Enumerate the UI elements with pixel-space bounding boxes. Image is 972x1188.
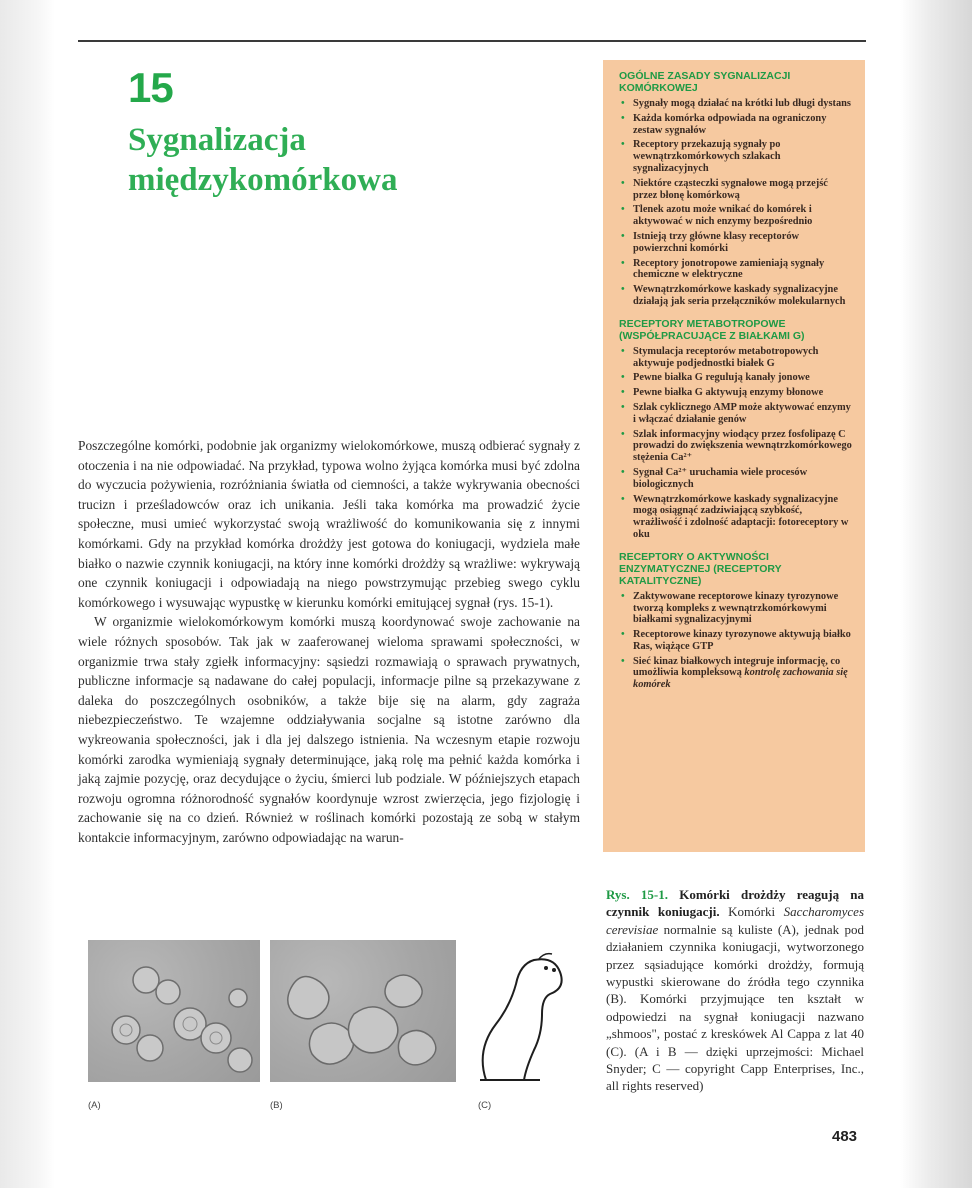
chapter-outline-sidebar [603,60,865,852]
yeast-shmoo-cells-image [270,940,456,1082]
bullet-icon: • [621,345,625,357]
scan-edge-left [0,0,55,1188]
bullet-icon: • [621,284,625,296]
chapter-title: Sygnalizacja międzykomórkowa [128,122,398,198]
page-number: 483 [832,1128,858,1145]
figure-title: Komórki drożdży reagują na czynnik koniugacji. [606,887,865,920]
scan-edge-right [900,0,972,1188]
bullet-icon: • [621,98,625,109]
species-name: Saccharomyces cerevisiae [606,904,865,937]
bullet-icon: • [621,257,625,269]
bullet-icon: • [621,401,625,413]
outline-item: • Wewnątrzkomórkowe kaskady sygnalizacyjne działają jak seria przełączników molekularnych [621,284,846,307]
bullet-icon: • [621,629,625,641]
outline-item: • Pewne białka G regulują kanały jonowe [621,372,810,384]
bullet-icon: • [621,230,625,242]
outline-item: • Receptorowe kinazy tyrozynowe aktywują białko Ras, wiążące GTP [621,629,851,652]
outline-item: • Niektóre cząsteczki sygnałowe mogą przejść przez błonę komórkową [621,177,828,201]
outline-item: • Istnieją trzy główne klasy receptorów powierzchni komórki [621,230,800,254]
bullet-icon: • [621,204,625,216]
body-text [78,436,580,847]
caption-text: normalnie są kuliste (A), jednak pod działaniem czynnika koniugacji, wytworzonego przez sąsiadujące komórki drożdży, formują wypustki skierowane do źródła tego czynnika (B). Komórki przyjmujące ten kształt w odpowiedzi na sygnał koniugacji nazwano „shmoos", postać z kreskówek Al Cappa z lat 40 (C). (A i B — dzięki uprzejmości: Michael Snyder; C — copyright Capp Enterprises, Inc., all rights reserved) [606,921,864,1094]
figure-caption [606,886,864,1095]
bullet-icon: • [621,112,625,124]
outline-list [619,98,853,308]
yeast-round-cells-image [88,940,260,1082]
figure-label: Rys. 15-1. [606,887,669,902]
shmoo-cartoon [466,940,578,1090]
outline-item: • Każda komórka odpowiada na ograniczony zestaw sygnałów [621,112,827,136]
outline-item: • Szlak informacyjny wiodący przez fosfolipazę C prowadzi do zwiększenia wewnątrzkomórkowego stężenia Ca²⁺ [621,428,852,464]
outline-item: • Receptory przekazują sygnały po wewnątrzkomórkowych szlakach sygnalizacyjnych [621,139,781,174]
bullet-icon: • [621,493,625,505]
body-paragraph: W organizmie wielokomórkowym komórki muszą koordynować swoje zachowanie na wiele różnych sposobów. Tak jak w zaaferowanej wieloma sprawami społeczności, w organizmie trwa stały zgiełk informacyjny: sąsiedzi rozmawiają o sprawach prywatnych, publiczne informacje są nadawane do całej populacji, informacje pilne są przekazywane z daleka do poszczególnych osobników, a także bije się na alarm, gdy zagraża niebezpieczeństwo. Te wzajemne oddziaływania socjalne są istotne zarówno dla wykreowania społeczności, jak i dla jej dalszego istnienia. Na wczesnym etapie rozwoju komórki zarodka wymieniają sygnały determinujące, jaką rolę ma pełnić każda komórka i jaką zajmie pozycję, oraz decydujące o życiu, śmierci lub podziale. W późniejszych etapach rozwoju ogromna różnorodność sygnałów koordynuje wzrost zwierzęcia, jego fizjologię i zachowanie się na co dzień. Również w roślinach komórki pozostają ze sobą w stałym kontakcie informacyjnym, zarówno odpowiadając na warun- [78,614,580,845]
panel-label-c: (C) [478,1100,492,1111]
body-paragraph: Poszczególne komórki, podobnie jak organizmy wielokomórkowe, muszą odbierać sygnały z otoczenia i na nie odpowiadać. Na przykład, typowa wolno żyjąca komórka musi być zdolna do wyczucia pożywienia, rozróżniania światła od ciemności, a także wykrywania obecności trucizn i prześladowców oraz ich unikania. Jeśli taka komórka ma prowadzić życie społeczne, musi umieć wykorzystać swoją wrażliwość do komunikowania się z innymi komórkami. Gdy na przykład komórka drożdży jest gotowa do koniugacji, wydziela małe białko o nazwie czynnik koniugacji, na który inne komórki drożdży są wrażliwe: wykrywają one czynnik koniugacji i odpowiadają na niego powstrzymując przebieg swego cyklu komórkowego i wysuwając wypustkę w kierunku komórki emitującej sygnał (rys. 15-1). [78,438,580,610]
outline-list [619,591,853,691]
outline-item-italic: kontrolę zachowania się komórek [633,667,848,691]
outline-item: • Sieć kinaz białkowych integruje informację, co umożliwia kompleksową kontrolę zachowania się komórek [621,655,848,691]
outline-heading: RECEPTORY METABOTROPOWE (WSPÓŁPRACUJĄCE Z BIAŁKAMI G) [619,317,805,342]
outline-item: • Szlak cyklicznego AMP może aktywować enzymy i włączać działanie genów [621,401,851,425]
bullet-icon: • [621,466,625,478]
micrograph-b [270,940,456,1082]
caption-text: Komórki [728,904,784,920]
outline-item: • Receptory jonotropowe zamieniają sygnały chemiczne w elektryczne [621,257,825,281]
outline-item: • Zaktywowane receptorowe kinazy tyrozynowe tworzą kompleks z wewnątrzkomórkowymi białkami sygnalizacyjnymi [621,590,839,626]
panel-label-a: (A) [88,1100,101,1111]
shmoo-cartoon-icon [466,940,578,1090]
outline-item: • Stymulacja receptorów metabotropowych aktywuje podjednostki białek G [621,345,819,369]
outline-item: • Sygnał Ca²⁺ uruchamia wiele procesów biologicznych [621,466,808,490]
chapter-number: 15 [128,64,173,111]
header-rule [78,40,866,42]
bullet-icon: • [621,428,625,440]
outline-list [619,346,853,541]
micrograph-a [88,940,260,1082]
outline-item: • Tlenek azotu może wnikać do komórek i aktywować w nich enzymy bezpośrednio [621,204,813,228]
bullet-icon: • [621,177,625,189]
bullet-icon: • [621,387,625,399]
bullet-icon: • [621,590,625,602]
panel-label-b: (B) [270,1100,283,1111]
bullet-icon: • [621,372,625,384]
bullet-icon: • [621,655,625,667]
outline-item: • Pewne białka G aktywują enzymy błonowe [621,387,824,399]
bullet-icon: • [621,139,625,151]
outline-item: • Sygnały mogą działać na krótki lub długi dystans [621,98,851,109]
outline-item: • Wewnątrzkomórkowe kaskady sygnalizacyjne mogą osiągnąć zadziwiającą szybkość, wrażliwość i zdolność adaptacji: fotoreceptory w oku [621,493,849,540]
outline-heading: OGÓLNE ZASADY SYGNALIZACJI KOMÓRKOWEJ [619,70,791,94]
outline-heading: RECEPTORY O AKTYWNOŚCI ENZYMATYCZNEJ (RECEPTORY KATALITYCZNE) [619,550,782,587]
